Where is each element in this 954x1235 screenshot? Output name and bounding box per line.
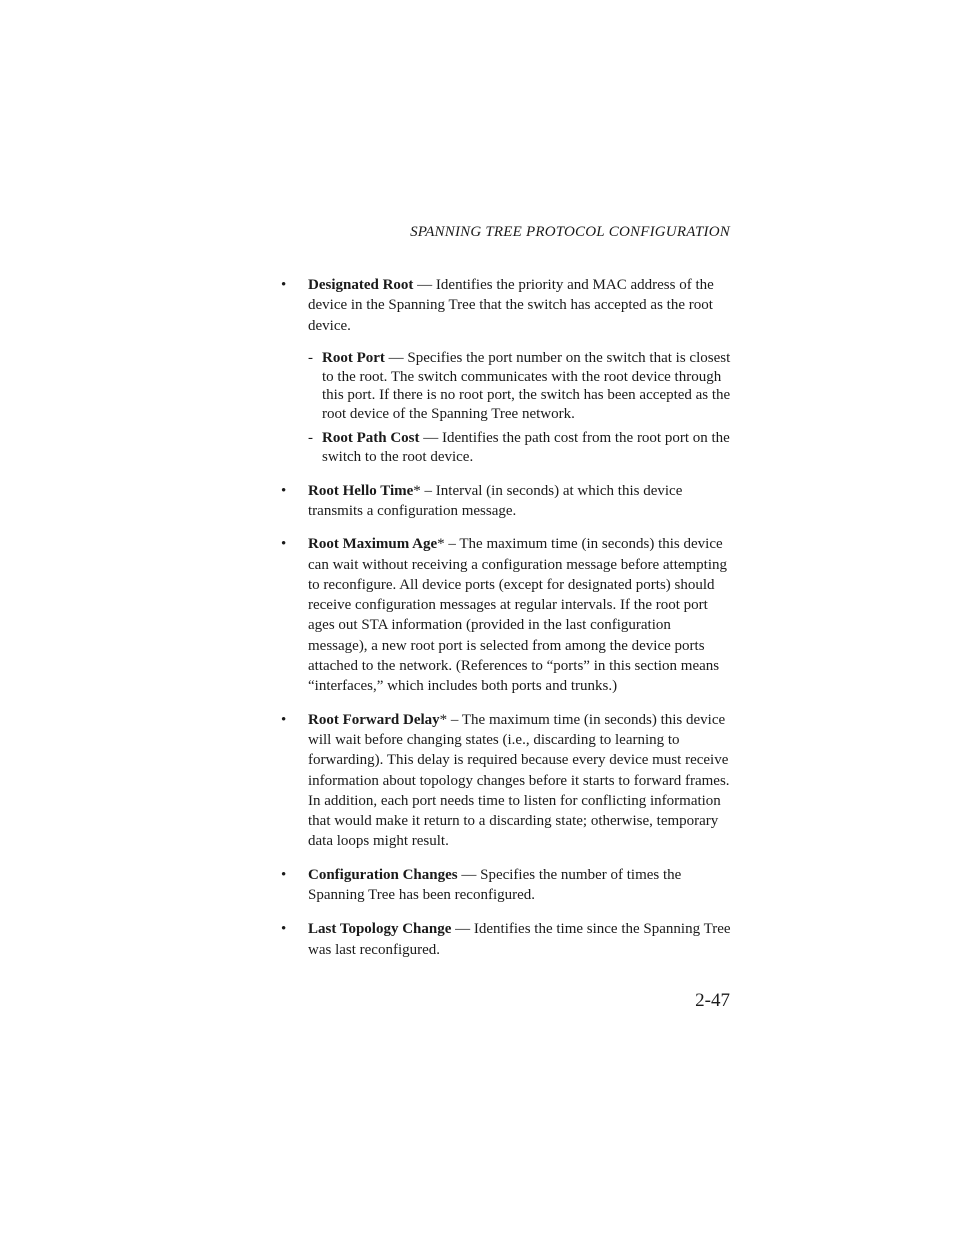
- bullet: •: [281, 536, 287, 553]
- dash: -: [308, 430, 313, 447]
- running-head: [410, 224, 730, 241]
- sublist-item-root-path-cost: [308, 429, 731, 467]
- subitem-description: — Specifies the port number on the switch that is closest to the root. The switch communicates with the root device through this port. If there is no root port, the switch has been accepted as the root device of the Spanning Tree network.: [322, 349, 731, 423]
- definition-list: [281, 275, 731, 960]
- bullet: •: [281, 921, 287, 938]
- dash: -: [308, 349, 313, 366]
- running-head-word: [609, 224, 730, 240]
- running-head-initial: S: [410, 224, 418, 240]
- subitem-term: Root Port: [322, 349, 385, 366]
- bullet: •: [281, 482, 287, 499]
- item-description: — Identifies the priority and MAC address of the device in the Spanning Tree that the switch has accepted as the root device.: [308, 277, 714, 334]
- sublist: [281, 349, 731, 467]
- item-term-suffix: *: [439, 711, 448, 728]
- item-term-suffix: *: [413, 482, 421, 499]
- bullet: •: [281, 866, 287, 883]
- running-head-smallcaps: PANNING: [417, 224, 482, 240]
- bullet: •: [281, 711, 287, 728]
- item-paragraph: [308, 481, 731, 522]
- item-paragraph: [308, 919, 731, 960]
- item-description: – The maximum time (in seconds) this device will wait before changing states (i.e., discarding to learning to forwarding). This delay is required because every device must receive information about topology changes before it starts to forward frames. In addition, each port needs time to listen for conflicting information that would make it return to a discarding state; otherwise, temporary data loops might result.: [308, 711, 730, 850]
- item-term: Root Maximum Age: [308, 536, 438, 553]
- sublist-item-root-port: [308, 349, 731, 424]
- subitem-term: Root Path Cost: [322, 430, 420, 447]
- running-head-word: [485, 224, 522, 240]
- running-head-initial: P: [525, 224, 536, 240]
- running-head-word: [526, 224, 605, 240]
- running-head-initial: T: [485, 224, 494, 240]
- list-item-root-hello-time: [281, 481, 731, 522]
- item-term: Root Hello Time: [308, 482, 414, 499]
- bullet: •: [281, 277, 287, 293]
- item-paragraph: [308, 710, 731, 852]
- item-paragraph: [308, 534, 731, 696]
- running-head-smallcaps: ONFIGURATION: [618, 224, 730, 240]
- item-description: — Specifies the number of times the Spanning Tree has been reconfigured.: [308, 866, 682, 904]
- list-item-root-forward-delay: [281, 710, 731, 852]
- item-term: Designated Root: [308, 277, 414, 293]
- item-term: Configuration Changes: [308, 866, 458, 883]
- running-head-initial: C: [608, 224, 619, 240]
- list-item-designated-root: [281, 275, 731, 336]
- item-term: Root Forward Delay: [308, 711, 440, 728]
- item-term: Last Topology Change: [308, 921, 452, 938]
- item-paragraph: [308, 865, 731, 906]
- list-item-root-maximum-age: [281, 534, 731, 696]
- item-description: – The maximum time (in seconds) this device can wait without receiving a configuration message before attempting to reconfigure. All device ports (except for designated ports) should receive configuration messages at regular intervals. If the root port ages out STA information (provided in the last configuration message), a new root port is selected from among the device ports attached to the network. (References to “ports” in this section means “interfaces,” which includes both ports and trunks.): [308, 536, 728, 695]
- item-description: — Identifies the time since the Spanning Tree was last reconfigured.: [308, 921, 731, 958]
- list-item-last-topology-change: [281, 919, 731, 960]
- item-paragraph: [308, 275, 731, 336]
- subitem-description: — Identifies the path cost from the root port on the switch to the root device.: [322, 430, 730, 465]
- running-head-word: [410, 224, 481, 240]
- list-item-configuration-changes: [281, 865, 731, 906]
- running-head-smallcaps: REE: [493, 224, 522, 240]
- page-number: 2-47: [695, 990, 730, 1011]
- running-head-smallcaps: ROTOCOL: [535, 224, 605, 240]
- item-term-suffix: *: [437, 536, 445, 553]
- item-description: – Interval (in seconds) at which this device transmits a configuration message.: [308, 482, 683, 519]
